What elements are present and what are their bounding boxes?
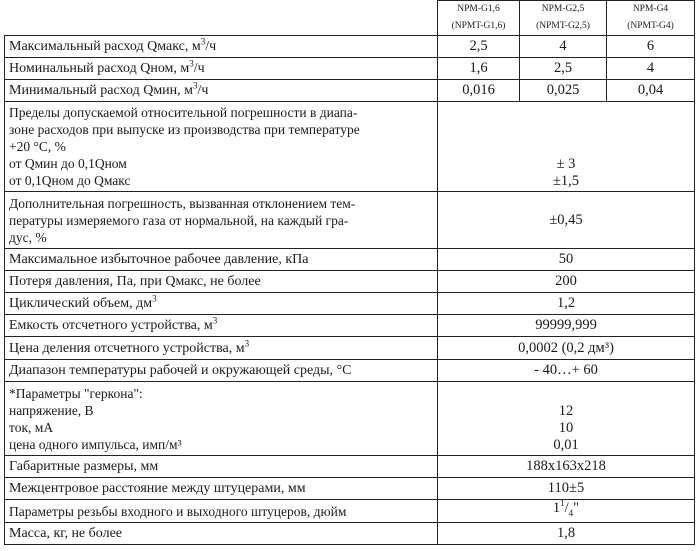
row-qmin bbox=[5, 80, 695, 102]
model-alt: (NPMT-G4) bbox=[627, 21, 674, 31]
model-header-3 bbox=[607, 1, 695, 36]
row-temp-range bbox=[5, 360, 695, 382]
value-g16: 1,6 bbox=[438, 58, 520, 80]
header-row bbox=[5, 1, 695, 36]
row-label: Параметры резьбы входного и выходного штуцеров, дюйм bbox=[5, 500, 438, 523]
reed-values bbox=[438, 382, 695, 456]
row-pressure-loss bbox=[5, 271, 695, 293]
value-g4: 6 bbox=[607, 36, 695, 58]
value-g4: 4 bbox=[607, 58, 695, 80]
value-g16: 0,016 bbox=[438, 80, 520, 102]
error-values bbox=[438, 102, 695, 192]
row-label: Номинальный расход Qном, $м^3/ч$ bbox=[5, 58, 438, 80]
row-label: Габаритные размеры, мм bbox=[5, 456, 438, 478]
row-label: Масса, кг, не более bbox=[5, 523, 438, 545]
model-name: NPM-G1,6 bbox=[457, 4, 500, 14]
row-label: Циклический объем, $дм^3$ bbox=[5, 293, 438, 315]
row-label: Потеря давления, Па, при Qмакс, не более bbox=[5, 271, 438, 293]
row-label: Цена деления отсчетного устройства, $м^3$ bbox=[5, 337, 438, 360]
row-label: Минимальный расход Qмин, $м^3/ч$ bbox=[5, 80, 438, 102]
model-alt: (NPMT-G2,5) bbox=[536, 21, 590, 31]
mass-value: 1,8 bbox=[438, 523, 695, 545]
row-label: Дополнительная погрешность, вызванная отклонением тем- пературы измеряемого газа от нормальной, на каждый гра- дус, % bbox=[5, 192, 438, 249]
row-label: Максимальный расход Qмакс, $м^3/ч$ bbox=[5, 36, 438, 58]
error-value-high: ±1,5 bbox=[552, 173, 580, 189]
reed-pulse: 0,01 bbox=[553, 437, 579, 453]
model-name: NPM-G2,5 bbox=[541, 4, 585, 14]
model-alt: (NPMT-G1,6) bbox=[451, 21, 506, 31]
pressure-loss-value: 200 bbox=[438, 271, 695, 293]
model-header-2 bbox=[520, 1, 607, 36]
error-value-low: ± 3 bbox=[556, 156, 576, 172]
row-pressure bbox=[5, 249, 695, 271]
spec-table bbox=[4, 0, 695, 545]
row-center-distance bbox=[5, 478, 695, 500]
center-distance-value: 110±5 bbox=[438, 478, 695, 500]
reed-current: 10 bbox=[558, 420, 574, 436]
row-label: Пределы допускаемой относительной погрешности в диапа- зоне расходов при выпуске из производства при температуре +20 °С, % от Qмин до 0,1Qном от 0,1Qном до Qмакс bbox=[5, 102, 438, 192]
value-g25: 0,025 bbox=[520, 80, 607, 102]
dimensions-value: 188х163х218 bbox=[438, 456, 695, 478]
header-blank bbox=[5, 1, 438, 36]
value-g4: 0,04 bbox=[607, 80, 695, 102]
row-label: *Параметры "геркона": напряжение, В ток, мА цена одного импульса, имп/м³ bbox=[5, 382, 438, 456]
cyclic-volume-value: 1,2 bbox=[438, 293, 695, 315]
model-name: NPM-G4 bbox=[632, 4, 669, 14]
capacity-value: 99999,999 bbox=[438, 315, 695, 337]
row-label: Емкость отсчетного устройства, $м^3$ bbox=[5, 315, 438, 337]
value-g25: 4 bbox=[520, 36, 607, 58]
pressure-value: 50 bbox=[438, 249, 695, 271]
row-capacity bbox=[5, 315, 695, 337]
division-value: 0,0002 (0,2 дм³) bbox=[438, 337, 695, 360]
value-g16: 2,5 bbox=[438, 36, 520, 58]
row-reed-params bbox=[5, 382, 695, 456]
row-cyclic-volume bbox=[5, 293, 695, 315]
temp-range-value: - 40…+ 60 bbox=[438, 360, 695, 382]
row-label: Межцентровое расстояние между штуцерами, мм bbox=[5, 478, 438, 500]
value-g25: 2,5 bbox=[520, 58, 607, 80]
additional-error-value: ±0,45 bbox=[438, 192, 695, 249]
reed-voltage: 12 bbox=[558, 403, 574, 419]
row-mass bbox=[5, 523, 695, 545]
row-label: Максимальное избыточное рабочее давление, кПа bbox=[5, 249, 438, 271]
row-qnom bbox=[5, 58, 695, 80]
row-division bbox=[5, 337, 695, 360]
thread-value: $1^1/_4$" bbox=[438, 500, 695, 523]
row-additional-error bbox=[5, 192, 695, 249]
row-label: Диапазон температуры рабочей и окружающей среды, °С bbox=[5, 360, 438, 382]
row-relative-error bbox=[5, 102, 695, 192]
row-qmax bbox=[5, 36, 695, 58]
row-thread bbox=[5, 500, 695, 523]
model-header-1 bbox=[438, 1, 520, 36]
row-dimensions bbox=[5, 456, 695, 478]
